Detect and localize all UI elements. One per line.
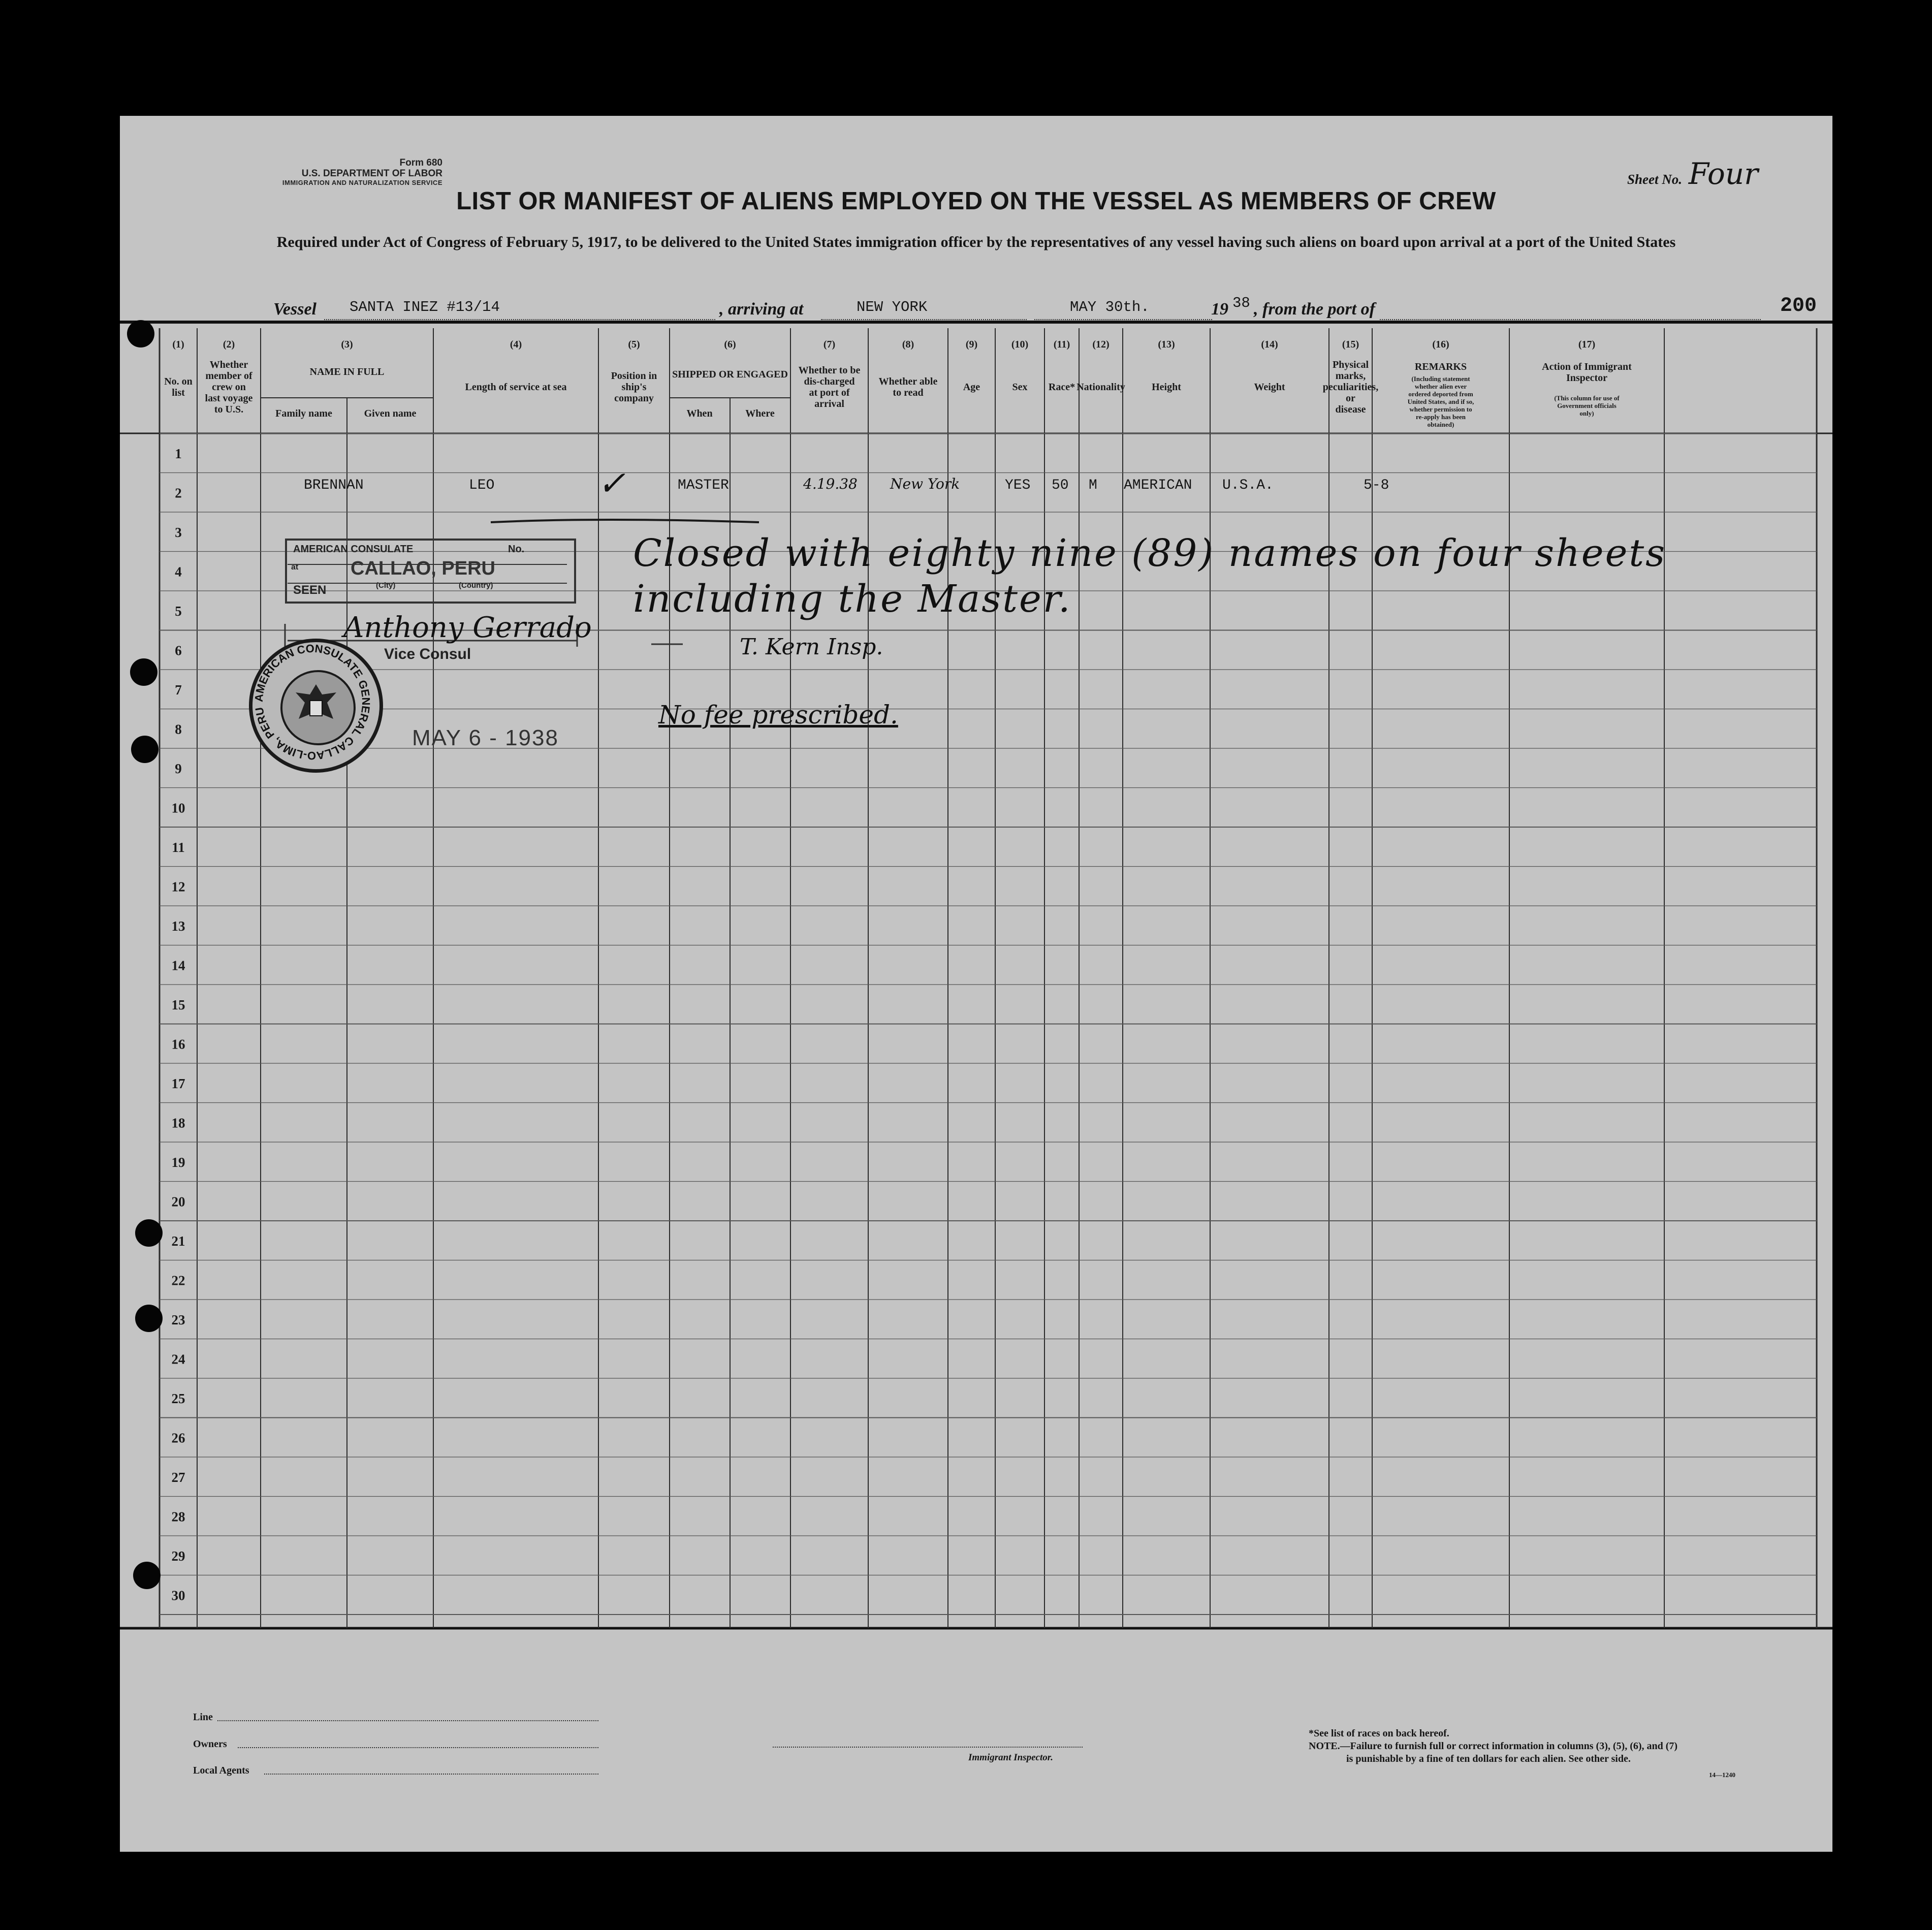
vessel-name: SANTA INEZ #13/14	[350, 299, 500, 315]
stamp-city-label: (City)	[376, 581, 396, 590]
row-number: 21	[171, 1233, 185, 1249]
form-subtitle: Required under Act of Congress of February 5, 1917, to be delivered to the United States immigration officer by the representatives of any vessel having such aliens on board upon arrival at a port of the United States	[276, 234, 1676, 250]
form-code: 14—1240	[1709, 1771, 1735, 1779]
column-header: Whether to be	[798, 365, 861, 376]
row-number: 18	[171, 1115, 185, 1131]
row-number: 29	[171, 1548, 185, 1564]
line-label: Line	[193, 1712, 213, 1723]
department-name: U.S. DEPARTMENT OF LABOR	[301, 168, 442, 179]
no-fee-note: No fee prescribed.	[658, 700, 898, 730]
sheet-label: Sheet No.	[1627, 172, 1682, 187]
row-number: 4	[175, 564, 182, 580]
column-header: Whether	[209, 359, 248, 370]
row-number: 5	[175, 603, 182, 619]
column-number: (14)	[1261, 339, 1278, 350]
action-note: only)	[1579, 409, 1594, 417]
entry-position: MASTER	[678, 478, 729, 493]
column-number: (16)	[1432, 339, 1449, 350]
column-number: (7)	[823, 339, 836, 350]
column-header: Physical	[1332, 359, 1369, 370]
column-header: NAME IN FULL	[309, 366, 385, 377]
binder-hole	[127, 320, 154, 347]
column-header: marks,	[1335, 370, 1366, 382]
page-number: 200	[1780, 295, 1817, 318]
column-number: (17)	[1578, 339, 1596, 350]
entry-race: AMERICAN	[1124, 478, 1192, 493]
column-header: to U.S.	[214, 404, 244, 415]
binder-hole	[130, 658, 157, 686]
column-number: (9)	[965, 339, 978, 350]
remarks-note: re-apply has been	[1416, 413, 1466, 421]
row-number: 9	[175, 761, 182, 776]
column-header: dis-charged	[804, 376, 855, 387]
form-title: LIST OR MANIFEST OF ALIENS EMPLOYED ON THE VESSEL AS MEMBERS OF CREW	[456, 187, 1496, 215]
column-number: (10)	[1011, 339, 1029, 350]
row-number: 27	[171, 1469, 185, 1485]
action-note: Government officials	[1557, 402, 1617, 409]
row-number: 25	[171, 1390, 185, 1406]
manifest-sheet	[120, 116, 1832, 1852]
row-number: 17	[171, 1075, 185, 1091]
binder-hole	[135, 1219, 163, 1247]
column-header: Height	[1152, 382, 1181, 393]
column-header: company	[614, 393, 654, 404]
stamp-country-label: (Country)	[459, 581, 493, 590]
stamp-at-label: at	[291, 563, 299, 572]
column-number: (3)	[341, 339, 353, 350]
vessel-label: Vessel	[273, 300, 316, 319]
races-note: *See list of races on back hereof.	[1309, 1728, 1449, 1739]
row-number: 8	[175, 721, 182, 737]
column-subheader: Family name	[275, 408, 332, 419]
stamp-no-label: No.	[508, 544, 525, 555]
remarks-note: (Including statement	[1411, 375, 1470, 383]
date-stamp: MAY 6 - 1938	[412, 725, 559, 750]
column-number: (13)	[1158, 339, 1175, 350]
row-number: 2	[175, 485, 182, 501]
row-number: 1	[175, 446, 182, 461]
column-number: (12)	[1092, 339, 1110, 350]
seal-center	[280, 670, 356, 745]
penalty-note-2: is punishable by a fine of ten dollars for each alien. See other side.	[1346, 1753, 1631, 1764]
column-header: No. on	[164, 376, 193, 387]
sheet-value: Four	[1688, 156, 1758, 191]
column-number: (15)	[1342, 339, 1359, 350]
row-number: 23	[171, 1312, 185, 1327]
row-number: 16	[171, 1036, 185, 1052]
penalty-note-1: NOTE.—Failure to furnish full or correct information in columns (3), (5), (6), and (7)	[1309, 1741, 1678, 1752]
local-agents-label: Local Agents	[193, 1765, 249, 1776]
row-number: 19	[171, 1154, 185, 1170]
column-subheader: Given name	[364, 408, 417, 419]
column-header: last voyage	[205, 393, 253, 404]
column-header: Position in	[611, 370, 657, 382]
from-port-label: , from the port of	[1254, 300, 1375, 319]
column-number: (11)	[1053, 339, 1070, 350]
owners-label: Owners	[193, 1738, 227, 1750]
row-number: 20	[171, 1194, 185, 1210]
eagle-icon	[280, 670, 352, 741]
remarks-note: whether permission to	[1409, 405, 1472, 413]
service-name: IMMIGRATION AND NATURALIZATION SERVICE	[282, 179, 442, 186]
column-header: REMARKS	[1414, 361, 1467, 372]
row-number: 3	[175, 524, 182, 540]
entry-given-name: LEO	[469, 478, 495, 493]
entry-family-name: BRENNAN	[304, 478, 364, 493]
column-header: disease	[1335, 404, 1366, 415]
column-header: to read	[893, 387, 924, 398]
column-subheader: Where	[745, 408, 775, 419]
column-number: (8)	[902, 339, 914, 350]
column-header: SHIPPED OR ENGAGED	[672, 369, 788, 380]
consulate-seal	[249, 639, 383, 773]
binder-hole	[131, 736, 159, 763]
column-header: at port of	[809, 387, 850, 398]
column-number: (2)	[223, 339, 235, 350]
row-number: 28	[171, 1509, 185, 1525]
row-number: 12	[171, 879, 185, 895]
arrival-date: MAY 30th.	[1070, 299, 1150, 315]
form-number: Form 680	[399, 157, 442, 168]
column-header: member of	[205, 370, 252, 382]
row-number: 22	[171, 1273, 185, 1288]
binder-hole	[133, 1562, 161, 1589]
column-number: (1)	[172, 339, 184, 350]
stamp-city-country: CALLAO, PERU	[351, 558, 495, 579]
remarks-note: obtained)	[1427, 421, 1454, 428]
handwritten-closing-line1: Closed with eighty nine (89) names on four sheets	[633, 531, 1667, 575]
footer-note	[1309, 1727, 1677, 1765]
arriving-port: NEW YORK	[857, 299, 928, 315]
remarks-note: United States, and if so,	[1407, 398, 1474, 405]
column-header: Whether able	[878, 376, 938, 387]
entry-able-to-read: YES	[1005, 478, 1031, 493]
year-prefix: 19	[1211, 300, 1228, 319]
row-number: 7	[175, 682, 182, 698]
column-header: Action of Immigrant	[1542, 361, 1632, 372]
entry-nationality: U.S.A.	[1222, 478, 1274, 493]
arriving-label: , arriving at	[719, 300, 804, 319]
entry-where: New York	[890, 476, 960, 492]
entry-service-check: ✓	[597, 464, 626, 503]
row-number: 13	[171, 918, 185, 934]
row-number: 10	[171, 800, 185, 816]
column-header: peculiarities,	[1322, 382, 1379, 393]
column-number: (4)	[510, 339, 522, 350]
remarks-note: ordered deported from	[1408, 390, 1473, 398]
consul-signature: Anthony Gerrado	[343, 611, 592, 644]
entry-when: 4.19.38	[803, 476, 858, 492]
inspector-initials: T. Kern Insp.	[740, 634, 883, 660]
column-header: list	[172, 387, 185, 398]
row-number: 6	[175, 643, 182, 658]
seal-text: AMERICAN CONSULATE GENERAL CALLAO-LIMA, PERU	[252, 642, 373, 763]
year-suffix: 38	[1232, 295, 1250, 311]
remarks-note: whether alien ever	[1414, 383, 1467, 390]
immigrant-inspector-label: Immigrant Inspector.	[968, 1752, 1053, 1763]
row-number: 11	[172, 839, 185, 855]
column-header: Nationality	[1076, 382, 1125, 393]
row-number: 15	[171, 997, 185, 1013]
stamp-seen: SEEN	[293, 583, 327, 597]
column-header: Sex	[1012, 382, 1028, 393]
vice-consul-label: Vice Consul	[384, 646, 471, 662]
column-header: Age	[963, 382, 980, 393]
column-subheader: When	[686, 408, 713, 419]
column-number: (6)	[724, 339, 736, 350]
row-number: 26	[171, 1430, 185, 1446]
action-note: (This column for use of	[1554, 394, 1620, 402]
row-number: 30	[171, 1588, 185, 1603]
column-number: (5)	[628, 339, 640, 350]
column-header: Weight	[1254, 382, 1285, 393]
column-header: crew on	[212, 382, 246, 393]
column-header: Inspector	[1566, 372, 1608, 384]
entry-weight: 5-8	[1364, 478, 1389, 493]
column-header: ship's	[621, 382, 647, 393]
column-header: or	[1346, 393, 1355, 404]
column-header: Length of service at sea	[465, 382, 567, 393]
column-header: Race*	[1048, 382, 1075, 393]
row-number: 24	[171, 1351, 185, 1367]
binder-hole	[135, 1305, 163, 1332]
stamp-header: AMERICAN CONSULATE	[293, 544, 414, 555]
row-number: 14	[171, 958, 185, 973]
column-header: arrival	[814, 398, 844, 409]
handwritten-closing-line2: including the Master.	[633, 577, 1072, 621]
entry-sex: M	[1089, 478, 1097, 493]
entry-age: 50	[1052, 478, 1069, 493]
